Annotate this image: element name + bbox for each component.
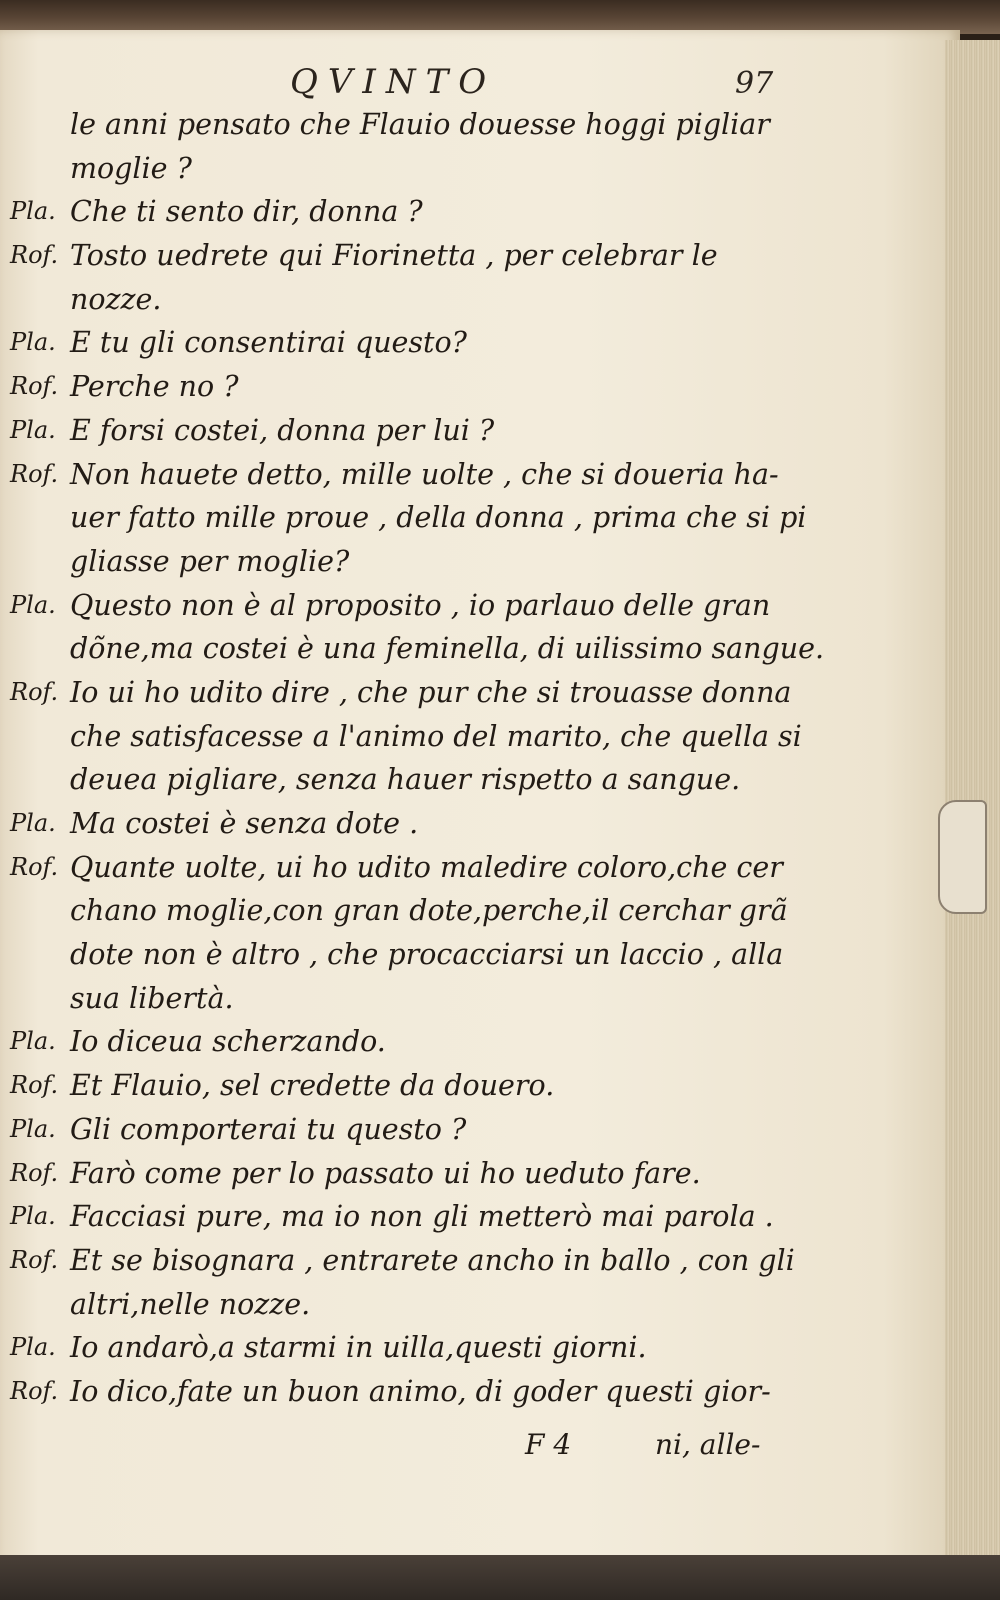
- text-line: [10, 889, 800, 933]
- speaker-label: Pla.: [10, 415, 56, 444]
- line-text: le anni pensato che Flauio douesse hoggi pigliar: [70, 108, 770, 141]
- speaker-label: Rof.: [10, 1376, 59, 1405]
- line-text: Gli comporterai tu questo ?: [70, 1112, 467, 1146]
- line-text: chano moglie,con gran dote,perche,il cerchar grã: [70, 894, 788, 928]
- text-line: [10, 1108, 800, 1152]
- text-line: [10, 409, 800, 453]
- line-text: nozze.: [70, 282, 162, 316]
- speaker-label: Pla.: [10, 1114, 56, 1143]
- line-text: Quante uolte, ui ho udito maledire coloro,che cer: [70, 850, 783, 884]
- line-text: E tu gli consentirai questo?: [70, 326, 467, 360]
- page-tab: [938, 800, 987, 914]
- text-line: [10, 103, 800, 147]
- text-line: [10, 715, 800, 759]
- speaker-label: Pla.: [10, 197, 56, 226]
- text-line: [10, 802, 800, 846]
- page-number: 97: [735, 66, 774, 101]
- text-line: [10, 1239, 800, 1283]
- line-text: deuea pigliare, senza hauer rispetto a sangue.: [70, 763, 741, 797]
- speaker-label: Rof.: [10, 1245, 59, 1274]
- line-text: Io andarò,a starmi in uilla,questi giorni.: [70, 1331, 647, 1365]
- text-line: [10, 1020, 800, 1064]
- text-line: [10, 758, 800, 802]
- page-header: [0, 62, 960, 102]
- line-text: Io dico,fate un buon animo, di goder questi gior-: [70, 1374, 771, 1408]
- speaker-label: Pla.: [10, 1333, 56, 1362]
- line-text: Che ti sento dir, donna ?: [70, 195, 423, 229]
- text-line: [10, 671, 800, 715]
- line-text: Tosto uedrete qui Fiorinetta , per celebrar le: [70, 239, 718, 273]
- text-line: [10, 1283, 800, 1327]
- line-text: Et Flauio, sel credette da douero.: [70, 1069, 555, 1103]
- speaker-label: Rof.: [10, 372, 59, 401]
- line-text: moglie ?: [70, 151, 192, 185]
- signature-mark: F 4: [525, 1428, 572, 1461]
- line-text: che satisfacesse a l'animo del marito, che quella si: [70, 719, 802, 753]
- text-line: [10, 234, 800, 278]
- page-edges: [945, 40, 1000, 1555]
- page-footer: [0, 1428, 960, 1468]
- line-text: gliasse per moglie?: [70, 544, 350, 578]
- line-text: Ma costei è senza dote .: [70, 807, 419, 840]
- text-line: [10, 1152, 800, 1196]
- line-text: dote non è altro , che procacciarsi un laccio , alla: [70, 938, 784, 972]
- speaker-label: Pla.: [10, 590, 56, 619]
- text-line: [10, 365, 800, 409]
- running-title: QVINTO: [290, 62, 497, 102]
- speaker-label: Pla.: [10, 809, 56, 837]
- speaker-label: Pla.: [10, 328, 56, 357]
- text-line: [10, 278, 800, 322]
- book-bottom-edge: [0, 1555, 1000, 1600]
- speaker-label: Rof.: [10, 459, 59, 488]
- text-line: [10, 540, 800, 584]
- text-line: [10, 846, 800, 890]
- text-line: [10, 1064, 800, 1108]
- line-text: altri,nelle nozze.: [70, 1287, 311, 1321]
- text-line: [10, 933, 800, 977]
- speaker-label: Pla.: [10, 1202, 56, 1231]
- line-text: uer fatto mille proue , della donna , prima che si pi: [70, 501, 807, 535]
- text-line: [10, 321, 800, 365]
- line-text: Non hauete detto, mille uolte , che si doueria ha-: [70, 457, 779, 491]
- speaker-label: Rof.: [10, 677, 59, 706]
- line-text: Perche no ?: [70, 370, 239, 404]
- line-text: E forsi costei, donna per lui ?: [70, 413, 495, 447]
- line-text: sua libertà.: [70, 981, 234, 1015]
- line-text: Io diceua scherzando.: [70, 1025, 386, 1059]
- line-text: Farò come per lo passato ui ho ueduto fare.: [70, 1156, 701, 1190]
- text-line: [10, 496, 807, 540]
- line-text: Facciasi pure, ma io non gli metterò mai parola .: [70, 1200, 774, 1234]
- text-line: [10, 147, 800, 191]
- line-text: Et se bisognara , entrarete ancho in ballo , con gli: [70, 1243, 795, 1277]
- catchword: ni, alle-: [655, 1428, 761, 1461]
- text-line: [10, 190, 800, 234]
- speaker-label: Rof.: [10, 241, 59, 270]
- line-text: dõne,ma costei è una feminella, di uilissimo sangue.: [70, 632, 825, 666]
- text-line: [10, 584, 800, 628]
- dialogue-text: [10, 103, 825, 1414]
- line-text: Io ui ho udito dire , che pur che si trouasse donna: [70, 675, 792, 709]
- text-line: [10, 1326, 800, 1370]
- speaker-label: Rof.: [10, 1071, 59, 1100]
- speaker-label: Pla.: [10, 1027, 56, 1056]
- text-line: [10, 453, 800, 497]
- text-line: [10, 627, 825, 671]
- speaker-label: Rof.: [10, 852, 59, 881]
- book-top-edge: [0, 0, 1000, 34]
- text-line: [10, 977, 800, 1021]
- speaker-label: Rof.: [10, 1158, 59, 1187]
- text-line: [10, 1370, 800, 1414]
- line-text: Questo non è al proposito , io parlauo delle gran: [70, 588, 771, 622]
- text-line: [10, 1195, 800, 1239]
